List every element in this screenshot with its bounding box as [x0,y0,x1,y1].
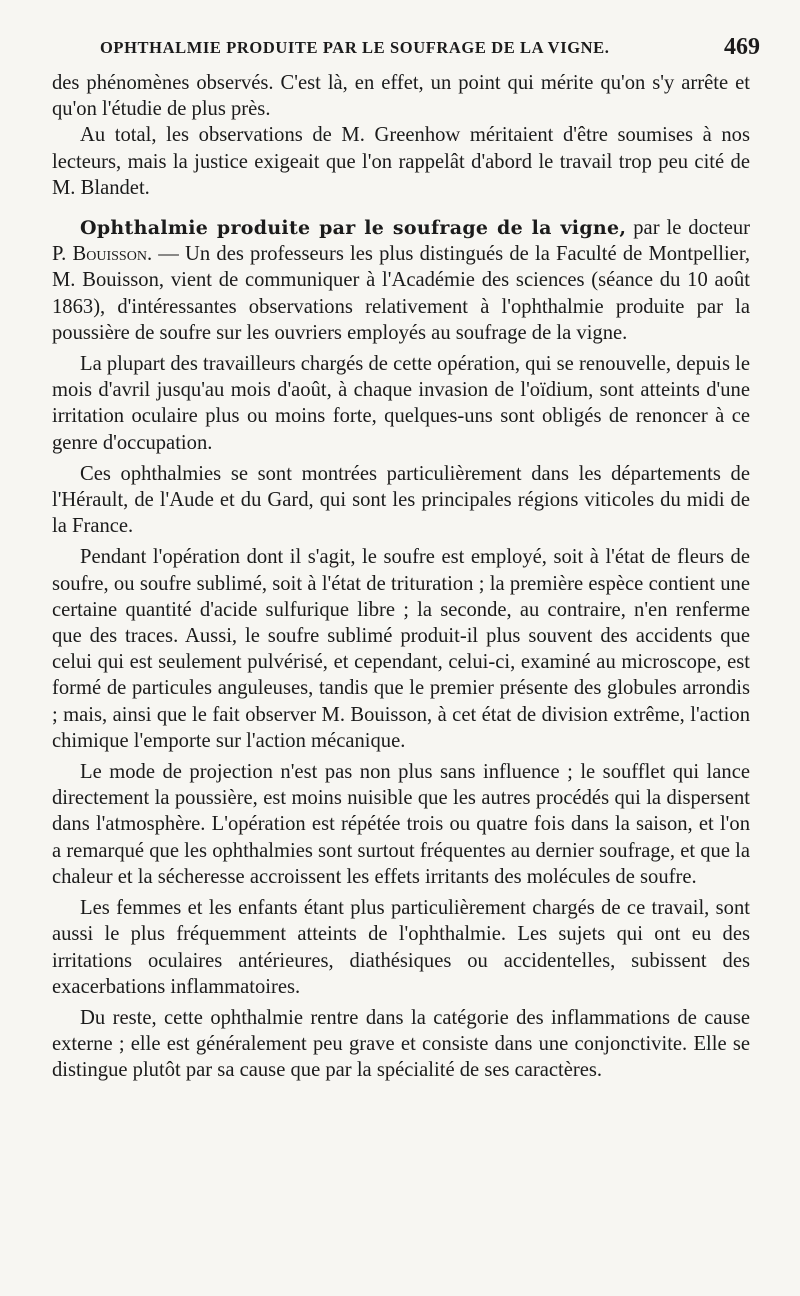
section-paragraph [52,215,750,346]
paragraph-travailleurs: La plupart des travailleurs chargés de cette opération, qui se renouvelle, depuis le mois d'avril jusqu'au mois d'août, à chaque invasion de l'oïdium, sont atteints d'une irritation oculaire plus ou moins forte, quelques-uns sont obligés de renoncer à ce genre d'occupation. [52,353,750,454]
section-author: Bouisson [72,243,147,266]
paragraph-greenhow: Au total, les observations de M. Greenhow méritaient d'être soumises à nos lecteurs, mais la justice exigeait que l'on rappelât d'abord le travail trop peu cité de M. Blandet. [52,124,750,199]
paragraph-conclusion: Du reste, cette ophthalmie rentre dans la catégorie des inflammations de cause externe ; elle est généralement peu grave et consiste dans une conjonctivite. Elle se distingue plutôt par sa cause que par la spécialité de ses caractères. [52,1006,750,1082]
section-byline: par le docteur P. [52,217,750,266]
paragraph-continuation: des phénomènes observés. C'est là, en effet, un point qui mérite qu'on s'y arrête et qu'on l'étudie de plus près. [52,72,750,121]
running-title: OPHTHALMIE PRODUITE PAR LE SOUFRAGE DE LA VIGNE. [100,38,610,57]
paragraph-departements: Ces ophthalmies se sont montrées particulièrement dans les départements de l'Hérault, de l'Aude et du Gard, qui sont les principales régions viticoles du midi de la France. [52,462,750,538]
section-title: Ophthalmie produite par le soufrage de la vigne, [80,217,627,240]
section-text: . — Un des professeurs les plus distingués de la Faculté de Montpellier, M. Bouisson, vient de communiquer à l'Académie des sciences (séance du 10 août 1863), d'intéressantes observations relativement à l'ophthalmie produite par la poussière de soufre sur les ouvriers employés au soufrage de la vigne. [52,243,751,344]
page-number: 469 [724,34,760,60]
paragraph-operation: Pendant l'opération dont il s'agit, le soufre est employé, soit à l'état de fleurs de soufre, ou soufre sublimé, soit à l'état de trituration ; la première espèce contient une certaine quantité d'acide sulfurique libre ; la seconde, au contraire, n'en renferme que des traces. Aussi, le soufre sublimé produit-il plus souvent des accidents que celui qui est seulement pulvérisé, et cependant, celui-ci, examiné au microscope, est formé de particules anguleuses, tandis que le premier présente des globules arrondis ; mais, ainsi que le fait observer M. Bouisson, à cet état de division extrême, l'action chimique l'emporte sur l'action mécanique. [52,546,750,752]
running-head [100,36,760,60]
paragraph-femmes: Les femmes et les enfants étant plus particulièrement chargés de ce travail, sont aussi le plus fréquemment atteints de l'ophthalmie. Les sujets qui ont eu des irritations oculaires antérieures, diathésiques ou accidentelles, subissent des exacerbations inflammatoires. [52,897,750,998]
paragraph-projection: Le mode de projection n'est pas non plus sans influence ; le soufflet qui lance directement la poussière, est moins nuisible que les autres procédés qui la dispersent dans l'atmosphère. L'opération est répétée trois ou quatre fois dans la saison, et l'on a remarqué que les ophthalmies sont surtout fréquentes au dernier soufrage, et que la chaleur et la sécheresse accroissent les effets irritants des molécules de soufre. [52,761,750,888]
body-text [52,70,750,1084]
